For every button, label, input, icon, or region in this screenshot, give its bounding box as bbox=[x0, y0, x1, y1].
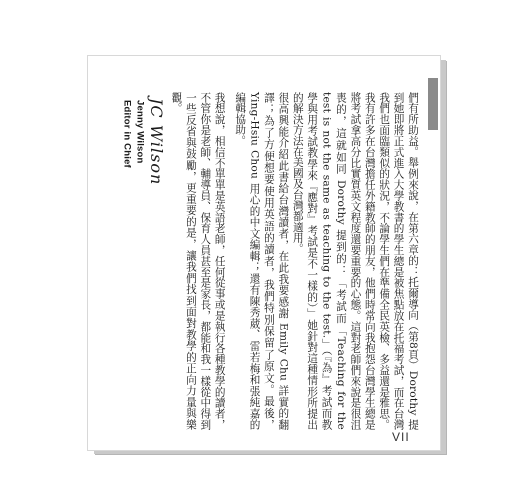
page-number: VII bbox=[392, 430, 410, 444]
signature-block bbox=[121, 92, 167, 430]
handwritten-signature: JC Wilson bbox=[147, 98, 167, 186]
preface-text bbox=[106, 92, 420, 430]
paragraph-2: 很高興能介紹此書給台灣讀者，在此我要感謝 Emily Chu 詳實的翻譯；為了方便想要使用英語的讀者，我們特別保留了原文。最後，Ying-Hsiu Chou 用心的中文編輯；還有陳秀葳、雷若梅和張純嘉的編輯協助。 bbox=[234, 92, 290, 430]
decorative-side-bar bbox=[428, 78, 438, 130]
paragraph-1: 們有所助益。舉例來說，在第六章的：托爾導向（第8頁）Dorothy 提到她即將正式進入大學教書的學生總是被焦點放在托福考試，而在台灣我們也面臨類似的狀況，不論學生們在準備全民英檢、多益還是雅思。我有許多在台灣擔任外籍教師的朋友，他們時常向我抱怨台灣學生總是將考試拿高分比實質英文程度還要重要的心態。這對老師們來說是很沮喪的，這就如同 Dorothy 提到的：「考試而「Teaching for the test is not the same as teaching to the test.」（『為』考試而教學與用考試教學來『應對』考試是不一樣的）」她針對這種情形所提出的解決方法在美國及台灣都適用。 bbox=[291, 92, 419, 430]
signer-name: Jenny Wilson bbox=[134, 100, 146, 164]
paragraph-3: 我想說，相信不單單是英語老師，任何從事或是執行各種教學的讀者，不管你是老師、輔導員、保育人員甚至是家長，都能和我一樣從中得到一些反省與鼓勵，更重要的是，讓我們找到面對教學的正向力量與樂觀。 bbox=[170, 92, 226, 430]
signer-title: Editor in Chief bbox=[121, 100, 133, 168]
